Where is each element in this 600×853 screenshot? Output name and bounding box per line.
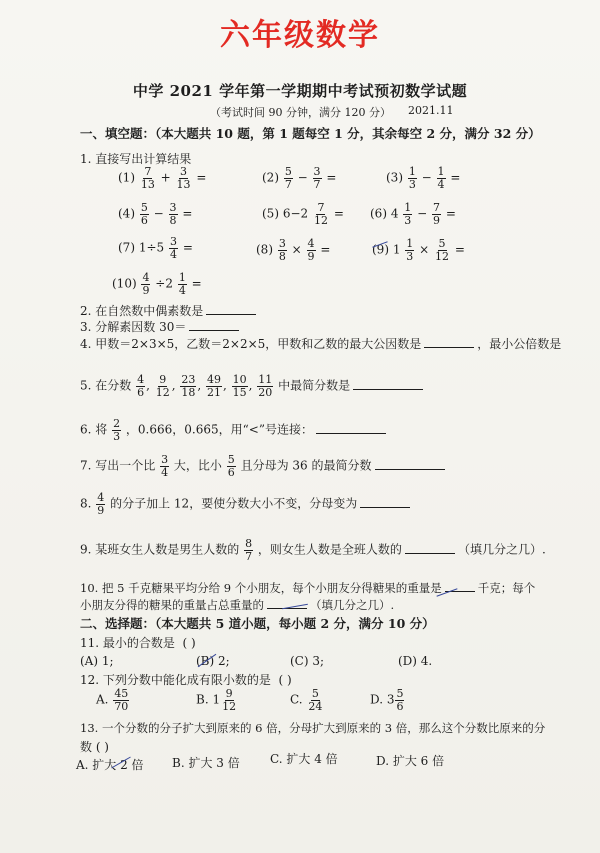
- q11: 11. 最小的合数是 ( ): [80, 636, 196, 650]
- q13-option-b: B. 扩大 3 倍: [172, 756, 240, 770]
- calc-10: (10) $\frac{4}{9}$ ÷2 $\frac{1}{4}$ =: [112, 271, 202, 297]
- q2: 2. 在自然数中偶素数是: [80, 302, 259, 319]
- calc-4: (4) $\frac{5}{6}$ − $\frac{3}{8}$ =: [118, 201, 193, 227]
- section1-heading: 一、填空题：（本大题共 10 题，第 1 题每空 1 分，其余每空 2 分，满分 32 分）: [80, 126, 541, 141]
- exam-date: 2021.11: [408, 104, 454, 117]
- q11-option-b: (B) 2;: [196, 654, 230, 668]
- section2-heading: 二、选择题：（本大题共 5 道小题，每小题 2 分，满分 10 分）: [80, 616, 435, 631]
- q12: 12. 下列分数中能化成有限小数的是 ( ): [80, 673, 292, 687]
- q1-label: 1. 直接写出计算结果: [80, 152, 192, 166]
- q13-option-d: D. 扩大 6 倍: [376, 754, 445, 768]
- q5: 5. 在分数 $\frac{4}{6}$ , $\frac{9}{12}$ , $\frac{23}{18}$ , $\frac{49}{21}$ , $\frac{10}{15}$ , $\frac{11}{20}$ 中最简分数是: [80, 374, 426, 398]
- q8: 8. $\frac{4}{9}$ 的分子加上 12，要使分数大小不变，分母变为: [80, 492, 413, 516]
- q11-option-d: (D) 4.: [398, 654, 433, 668]
- q13-line2: 数 ( ): [80, 740, 109, 754]
- q11-option-a: (A) 1;: [80, 654, 114, 668]
- grade-banner: 六年级数学: [220, 18, 380, 53]
- exam-title: 中学 2021 学年第一学期期中考试预初数学试题: [132, 82, 468, 100]
- calc-6: (6) 4 $\frac{1}{3}$ − $\frac{7}{9}$ =: [370, 201, 456, 227]
- calc-2: (2) $\frac{5}{7}$ − $\frac{3}{7}$ =: [262, 165, 337, 191]
- q6: 6. 将 $\frac{2}{3}$ ，0.666，0.66̇5̇，用“<”号连接：: [80, 418, 389, 442]
- calc-8: (8) $\frac{3}{8}$ × $\frac{4}{9}$ =: [256, 237, 331, 263]
- calc-1: (1) $\frac{7}{13}$ + $\frac{3}{13}$ =: [118, 165, 207, 191]
- q13-option-a: A. 扩大 2 倍: [76, 758, 144, 772]
- calc-7: (7) 1÷5 $\frac{3}{4}$ =: [118, 235, 193, 261]
- q4: 4. 甲数＝2×3×5，乙数＝2×2×5，甲数和乙数的最大公因数是 ，最小公倍数是: [80, 337, 562, 351]
- q11-option-c: (C) 3;: [290, 654, 325, 668]
- q10-line2: 小朋友分得的糖果的重量占总重量的 （填几分之几）.: [80, 598, 395, 612]
- q9: 9. 某班女生人数是男生人数的 $\frac{8}{7}$ ，则女生人数是全班人数的 （填几分之几）.: [80, 537, 546, 563]
- q3: 3. 分解素因数 30＝: [80, 318, 242, 335]
- q12-option-c: C. $\frac{5}{24}$: [290, 687, 323, 713]
- q12-option-b: B. 1 $\frac{9}{12}$: [196, 687, 237, 713]
- calc-9: (9) 1 $\frac{1}{3}$ × $\frac{5}{12}$ =: [372, 237, 465, 263]
- q12-option-d: D. 3 $\frac{5}{6}$: [370, 687, 404, 713]
- calc-3: (3) $\frac{1}{3}$ − $\frac{1}{4}$ =: [386, 165, 461, 191]
- calc-5: (5) 6−2 $\frac{7}{12}$ =: [262, 201, 344, 227]
- q13-option-c: C. 扩大 4 倍: [270, 752, 338, 766]
- q13-line1: 13. 一个分数的分子扩大到原来的 6 倍，分母扩大到原来的 3 倍，那么这个分数比原来的分: [80, 721, 546, 735]
- q10-line1: 10. 把 5 千克糖果平均分给 9 个小朋友，每个小朋友分得糖果的重量是 千克；每个: [80, 581, 536, 595]
- q12-option-a: A. $\frac{45}{70}$: [96, 687, 129, 713]
- exam-duration: （考试时间 90 分钟，满分 120 分）: [210, 106, 391, 119]
- q7: 7. 写出一个比 $\frac{3}{4}$ 大，比小 $\frac{5}{6}$ 且分母为 36 的最简分数: [80, 454, 448, 478]
